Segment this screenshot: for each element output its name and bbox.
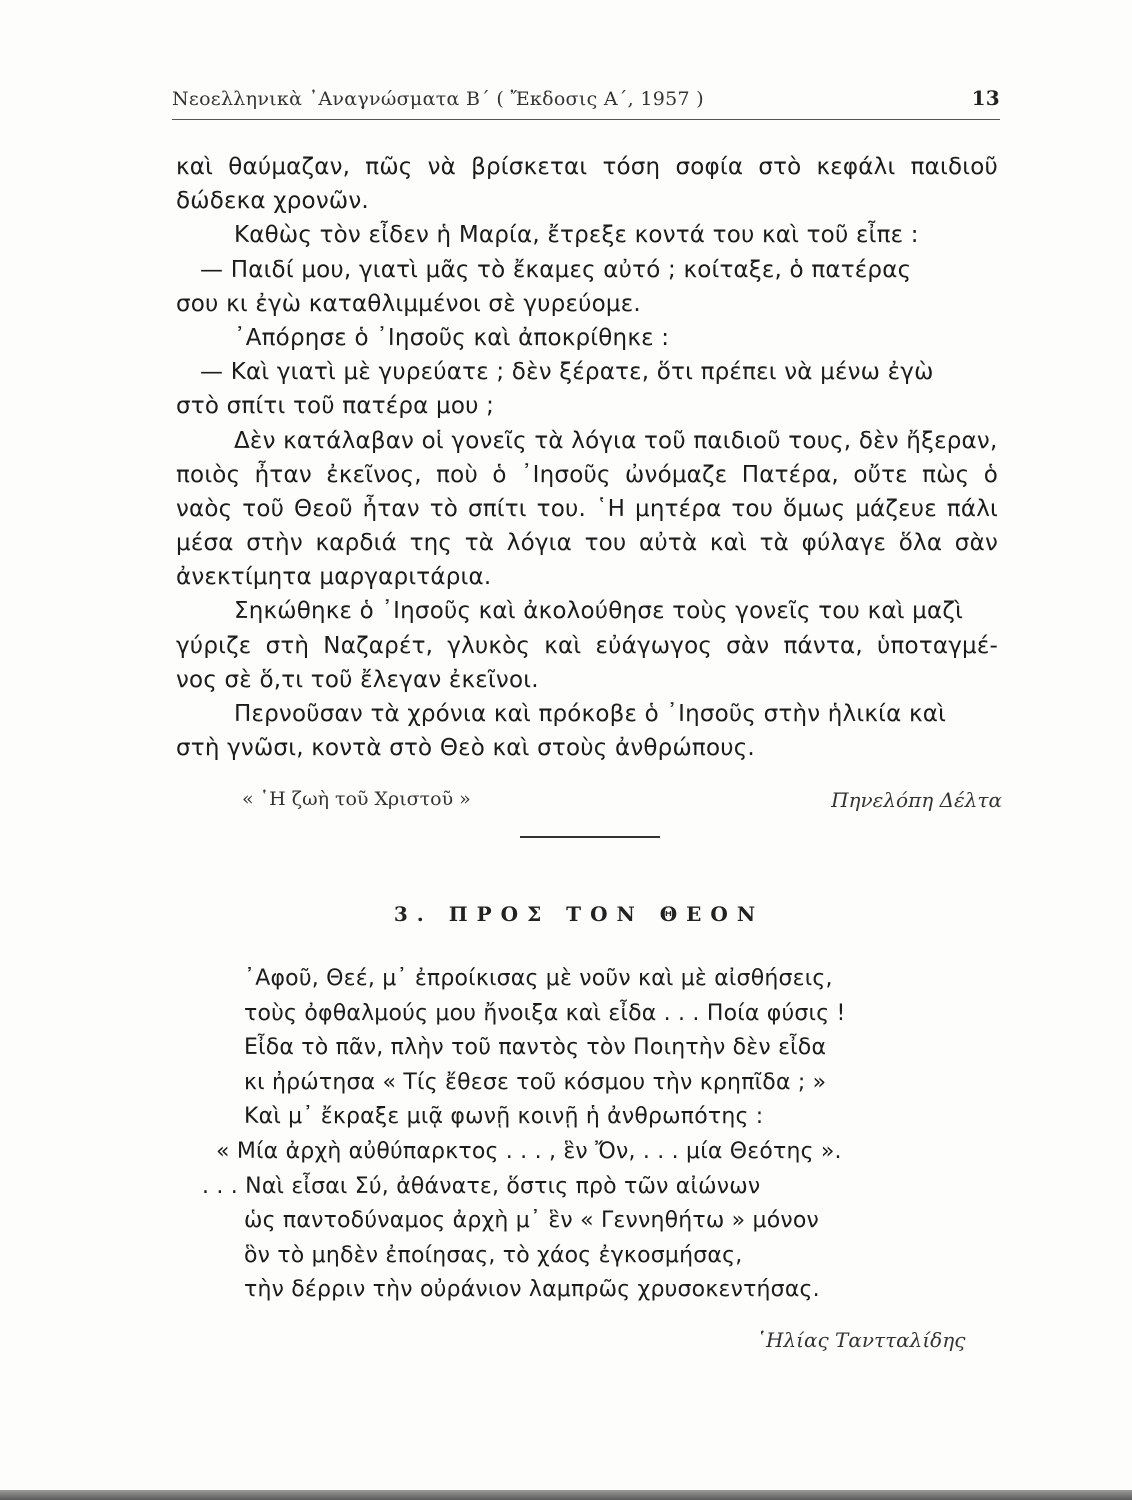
citation-author: Πηνελόπη Δέλτα bbox=[831, 788, 1002, 812]
poem-title: 3. ΠΡΟΣ ΤΟΝ ΘΕΟΝ bbox=[393, 902, 765, 926]
poem-verse: Εἶδα τὸ πᾶν, πλὴν τοῦ παντὸς τὸν Ποιητὴν δὲν εἶδα bbox=[244, 1035, 827, 1061]
prose-line: καὶ θαύμαζαν, πῶς νὰ βρίσκεται τόση σοφία στὸ κεφάλι παιδιοῦ bbox=[176, 154, 998, 180]
prose-line: Περνοῦσαν τὰ χρόνια καὶ πρόκοβε ὁ ᾿Ιησοῦς στὴν ἡλικία καὶ bbox=[234, 701, 947, 727]
citation-source: « ῾Η ζωὴ τοῦ Χριστοῦ » bbox=[242, 788, 471, 810]
prose-line: ναὸς τοῦ Θεοῦ ἦταν τὸ σπίτι του. ῾Η μητέρα του ὅμως μάζευε πάλι bbox=[176, 495, 998, 522]
running-head bbox=[172, 88, 1000, 110]
running-title: Νεοελληνικὰ ᾿Αναγνώσματα Β΄ ( Ἔκδοσις Α΄, 1957 ) bbox=[172, 88, 704, 110]
poem-author: ῾Ηλίας Ταντταλίδης bbox=[756, 1328, 966, 1352]
prose-line: — Παιδί μου, γιατὶ μᾶς τὸ ἔκαμες αὐτό ; κοίταξε, ὁ πατέρας bbox=[200, 256, 912, 283]
poem-verse: ὃν τὸ μηδὲν ἐποίησας, τὸ χάος ἐγκοσμήσας, bbox=[244, 1242, 743, 1268]
prose-line: — Καὶ γιατὶ μὲ γυρεύατε ; δὲν ξέρατε, ὅτι πρέπει νὰ μένω ἐγὼ bbox=[200, 359, 934, 386]
prose-line: μέσα στὴν καρδιά της τὰ λόγια του αὐτὰ καὶ τὰ φύλαγε ὅλα σὰν bbox=[176, 530, 998, 557]
prose-line: ἀνεκτίμητα μαργαριτάρια. bbox=[176, 564, 492, 591]
page-number: 13 bbox=[971, 86, 1000, 110]
prose-line: στὸ σπίτι τοῦ πατέρα μου ; bbox=[176, 393, 495, 420]
header-rule bbox=[172, 119, 1000, 120]
prose-line: ποιὸς ἦταν ἐκεῖνος, ποὺ ὁ ᾿Ιησοῦς ὠνόμαζε Πατέρα, οὔτε πὼς ὁ bbox=[176, 461, 998, 488]
section-divider bbox=[520, 836, 660, 838]
prose-line: Καθὼς τὸν εἶδεν ἡ Μαρία, ἔτρεξε κοντά του καὶ τοῦ εἶπε : bbox=[234, 222, 919, 249]
prose-line: στὴ γνῶσι, κοντὰ στὸ Θεὸ καὶ στοὺς ἀνθρώπους. bbox=[176, 735, 755, 762]
poem-verse: « Μία ἀρχὴ αὐθύπαρκτος . . . , ἓν Ὄν, . . . μία Θεότης ». bbox=[216, 1139, 842, 1164]
poem-verse: τὴν δέρριν τὴν οὐράνιον λαμπρῶς χρυσοκεντήσας. bbox=[244, 1277, 820, 1303]
prose-line: γύριζε στὴ Ναζαρέτ, γλυκὸς καὶ εὐάγωγος σὰν πάντα, ὑποταγμέ- bbox=[176, 632, 998, 659]
poem-verse: . . . Ναὶ εἶσαι Σύ, ἀθάνατε, ὅστις πρὸ τῶν αἰώνων bbox=[202, 1173, 761, 1199]
poem-verse: ᾿Αφοῦ, Θεέ, μ᾿ ἐπροίκισας μὲ νοῦν καὶ μὲ αἰσθήσεις, bbox=[244, 966, 833, 991]
prose-line: δώδεκα χρονῶν. bbox=[176, 188, 369, 215]
prose-body bbox=[176, 150, 998, 765]
scan-edge bbox=[0, 1490, 1132, 1500]
prose-line: νος σὲ ὅ,τι τοῦ ἔλεγαν ἐκεῖνοι. bbox=[176, 666, 539, 693]
prose-line: ᾿Απόρησε ὁ ᾿Ιησοῦς καὶ ἀποκρίθηκε : bbox=[234, 324, 670, 351]
poem-verse: τοὺς ὀφθαλμούς μου ἤνοιξα καὶ εἶδα . . . Ποία φύσις ! bbox=[244, 1000, 846, 1026]
poem-verse: ὡς παντοδύναμος ἀρχὴ μ᾿ ἓν « Γεννηθήτω » μόνον bbox=[244, 1208, 820, 1234]
poem-verse: Καὶ μ᾿ ἔκραξε μιᾷ φωνῇ κοινῇ ἡ ἀνθρωπότης : bbox=[244, 1104, 764, 1130]
prose-line: σου κι ἐγὼ καταθλιμμένοι σὲ γυρεύομε. bbox=[176, 290, 641, 317]
prose-line: Σηκώθηκε ὁ ᾿Ιησοῦς καὶ ἀκολούθησε τοὺς γονεῖς του καὶ μαζὶ bbox=[234, 598, 964, 625]
prose-line: Δὲν κατάλαβαν οἱ γονεῖς τὰ λόγια τοῦ παιδιοῦ τους, δὲν ἤξεραν, bbox=[234, 427, 998, 454]
poem-verse: κι ἠρώτησα « Τίς ἔθεσε τοῦ κόσμου τὴν κρηπῖδα ; » bbox=[244, 1069, 827, 1095]
